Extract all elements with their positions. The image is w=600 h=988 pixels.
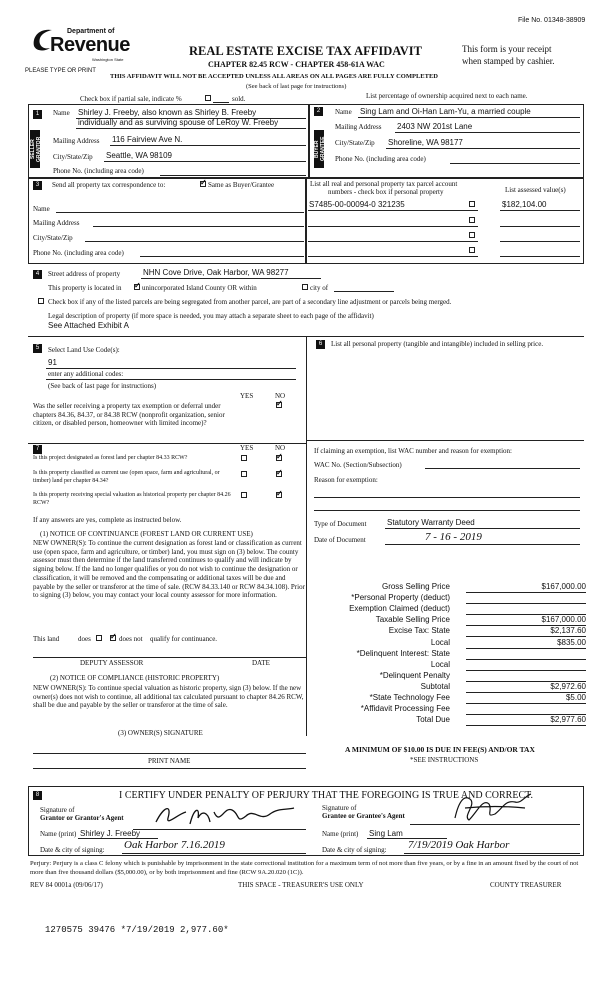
if-yes-note: If any answers are yes, complete as instructed below. — [33, 516, 182, 524]
grantee-date-label: Date & city of signing: — [322, 846, 387, 854]
parcels-header-2: numbers - check box if personal property — [328, 188, 444, 196]
see-back-note: (See back of last page for instructions) — [246, 83, 347, 90]
q2-yes-checkbox[interactable] — [241, 471, 247, 477]
forest-question-2: Is this property classified as current use (open space, farm and agricultural, or timber) land per chapter 84.34? — [33, 470, 220, 484]
owner-signature-label: (3) OWNER(S) SIGNATURE — [118, 729, 203, 737]
does-label: does — [78, 635, 91, 643]
tax-row-line — [466, 648, 586, 649]
exemption-reason-label: Reason for exemption: — [314, 476, 378, 484]
seller-side-label: SELLER GRANTOR — [30, 130, 40, 168]
buyer-name-label: Name — [335, 108, 352, 116]
tax-row-label: *Delinquent Interest: State — [356, 649, 450, 658]
partial-sale-label: Check box if partial sale, indicate % — [80, 95, 182, 103]
assessed-value-label: List assessed value(s) — [505, 186, 566, 194]
tax-row-label: Taxable Selling Price — [375, 615, 450, 624]
doc-type[interactable]: Statutory Warranty Deed — [387, 518, 475, 527]
check-mark-icon: ✓ — [276, 489, 283, 498]
receipt-note-1: This form is your receipt — [462, 44, 552, 54]
check-mark-icon: ✓ — [276, 468, 283, 477]
notice2-title: (2) NOTICE OF COMPLIANCE (HISTORIC PROPERTY) — [50, 674, 220, 682]
please-type: PLEASE TYPE OR PRINT — [25, 68, 96, 74]
print-name-label: PRINT NAME — [148, 757, 191, 765]
tax-row-label: *Personal Property (deduct) — [351, 593, 450, 602]
city-of-label: city of — [310, 284, 329, 292]
doc-type-label: Type of Document — [314, 520, 367, 528]
grantor-signature — [150, 800, 300, 830]
this-land-label: This land — [33, 635, 60, 643]
personal-property-label: List all personal property (tangible and intangible) included in selling price. — [331, 340, 544, 348]
tax-row-value[interactable]: $2,137.60 — [550, 626, 586, 635]
tax-row-line — [466, 659, 586, 660]
tax-row-value[interactable]: $2,977.60 — [550, 715, 586, 724]
tax-row-value[interactable]: $5.00 — [565, 693, 586, 702]
notice1-body: NEW OWNER(S): To continue the current designation as forest land or classification as current use (open space, farm and agriculture, or timber) land, you must sign on (3) below. The county assessor must then determine if the land transferred continues to qualify and will indicate by signing below. If the land no longer qualifies or you do not wish to continue the designation or classification, it will be removed and the compensating or additional taxes will be due and payable by the seller or transferor at the time of sale. (RCW 84.33.140 or RCW 84.34.108). Prior to signing (3) below, you may contact your local county assessor for more information. — [33, 539, 305, 600]
legal-desc-value[interactable]: See Attached Exhibit A — [48, 321, 129, 330]
buyer-mailing[interactable]: 2403 NW 201st Lane — [397, 122, 473, 131]
buyer-mailing-label: Mailing Address — [335, 123, 382, 131]
tax-row-label: *Affidavit Processing Fee — [360, 704, 450, 713]
qualify-label: qualify for continuance. — [150, 635, 218, 643]
seller-city[interactable]: Seattle, WA 98109 — [106, 151, 172, 160]
tax-row-label: Total Due — [416, 715, 450, 724]
correspondence-label: Send all property tax correspondence to: — [52, 181, 166, 189]
seller-name-label: Name — [53, 109, 70, 117]
seller-phone-label: Phone No. (including area code) — [53, 167, 144, 175]
tax-row-label: *State Technology Fee — [369, 693, 450, 702]
personal-property-checkbox-2[interactable] — [469, 217, 475, 223]
check-mark-icon: ✓ — [200, 178, 207, 187]
legal-desc-label: Legal description of property (if more space is needed, you may attach a separate sheet to each page of the affidavit) — [48, 312, 374, 320]
see-instructions-note: *SEE INSTRUCTIONS — [410, 756, 479, 764]
check-mark-icon: ✓ — [110, 632, 117, 641]
corr-city-label: City/State/Zip — [33, 234, 73, 242]
forest-question-1: Is this project designated as forest land per chapter 84.33 RCW? — [33, 455, 188, 461]
buyer-city[interactable]: Shoreline, WA 98177 — [388, 138, 463, 147]
perjury-notice: Perjury: Perjury is a class C felony which is punishable by imprisonment in the state correctional institution for a maximum term of not more than five years, or by a fine in an amount fixed by the court of not more than five thousand dollars ($5,000.00), or by both imprisonment and fine (RCW 9A.20.020 (1C)). — [30, 860, 579, 876]
unincorporated-label: unincorporated Island County OR within — [142, 284, 257, 292]
logo-state: Washington State — [92, 57, 124, 62]
segregated-label: Check box if any of the listed parcels are being segregated from another parcel, are part of a secondary line adjustment or parcels being merged. — [48, 298, 452, 306]
buyer-side-label: BUYER GRANTEE — [314, 130, 324, 168]
yes-header: YES — [240, 392, 254, 400]
seller-mailing[interactable]: 116 Fairview Ave N. — [112, 135, 183, 144]
notice1-title: (1) NOTICE OF CONTINUANCE (FOREST LAND OR CURRENT USE) — [40, 530, 253, 538]
form-revision: REV 84 0001a (09/06/17) — [30, 881, 103, 889]
grantor-date-city[interactable]: Oak Harbor 7.16.2019 — [124, 839, 225, 851]
land-use-see-back: (See back of last page for instructions) — [48, 382, 157, 390]
buyer-phone-label: Phone No. (including area code) — [335, 155, 426, 163]
doc-date-label: Date of Document — [314, 536, 366, 544]
tax-row-line — [466, 603, 586, 604]
deputy-assessor-label: DEPUTY ASSESSOR — [80, 659, 144, 667]
grantee-date-city[interactable]: 7/19/2019 Oak Harbor — [408, 839, 510, 851]
tax-row-label: Subtotal — [420, 682, 450, 691]
check-mark-icon: ✓ — [134, 281, 141, 290]
personal-property-checkbox-4[interactable] — [469, 247, 475, 253]
wac-label: WAC No. (Section/Subsection) — [314, 461, 402, 469]
seller-mailing-label: Mailing Address — [53, 137, 100, 145]
corr-mailing-label: Mailing Address — [33, 219, 80, 227]
tax-row-value[interactable]: $167,000.00 — [541, 582, 586, 591]
tax-row-label: Exemption Claimed (deduct) — [349, 604, 450, 613]
form-title: REAL ESTATE EXCISE TAX AFFIDAVIT — [189, 44, 422, 58]
additional-codes-label: enter any additional codes: — [48, 370, 124, 378]
seller-name[interactable]: Shirley J. Freeby, also known as Shirley B. Freeby — [78, 108, 257, 117]
exemption-claim-label: If claiming an exemption, list WAC number and reason for exemption: — [314, 447, 512, 455]
buyer-city-label: City/State/Zip — [335, 139, 375, 147]
personal-property-checkbox-3[interactable] — [469, 232, 475, 238]
land-use-label: Select Land Use Code(s): — [48, 346, 120, 354]
tax-row-value[interactable]: $835.00 — [557, 638, 586, 647]
personal-property-checkbox-1[interactable] — [469, 201, 475, 207]
grantee-sig-label-1: Signature of — [322, 804, 357, 812]
cashier-stamp: 1270575 39476 *7/19/2019 2,977.60* — [45, 925, 229, 935]
grantor-name-label: Name (print) — [40, 830, 77, 838]
grantor-date-label: Date & city of signing: — [40, 846, 105, 854]
tax-row-line — [466, 592, 586, 593]
tax-row-line — [466, 636, 586, 637]
tax-row-label: Local — [430, 660, 450, 669]
forest-question-3: Is this property receiving special valuation as historical property per chapter 84.26 RCW? — [33, 492, 231, 506]
land-use-code[interactable]: 91 — [48, 358, 57, 367]
grantor-sig-label-1: Signature of — [40, 806, 75, 814]
partial-sale-checkbox[interactable] — [205, 95, 211, 101]
form-chapter: CHAPTER 82.45 RCW - CHAPTER 458-61A WAC — [208, 60, 385, 69]
city-of-checkbox[interactable] — [302, 284, 308, 290]
seller-name-2[interactable]: individually and as surviving spouse of LeRoy W. Freeby — [78, 118, 279, 127]
tax-row-value[interactable]: $2,972.60 — [550, 682, 586, 691]
corr-phone-label: Phone No. (including area code) — [33, 249, 124, 257]
tax-row-label: Excise Tax: State — [388, 626, 450, 635]
receipt-note-2: when stamped by cashier. — [462, 56, 555, 66]
certify-statement: I CERTIFY UNDER PENALTY OF PERJURY THAT THE FOREGOING IS TRUE AND CORRECT. — [119, 790, 533, 801]
street-address[interactable]: NHN Cove Drive, Oak Harbor, WA 98277 — [143, 268, 289, 277]
no-header: NO — [275, 392, 286, 400]
grantor-sig-label-2: Grantor or Grantor's Agent — [40, 814, 124, 822]
located-label: This property is located in — [48, 284, 122, 292]
buyer-name[interactable]: Sing Lam and Oi-Han Lam-Yu, a married couple — [360, 107, 531, 116]
ownership-note: List percentage of ownership acquired next to each name. — [366, 92, 528, 100]
deputy-date-label: DATE — [252, 659, 270, 667]
treasurer-use-label: THIS SPACE - TREASURER'S USE ONLY — [238, 881, 364, 889]
parcels-header-1: List all real and personal property tax parcel account — [310, 180, 458, 188]
assessed-value-1[interactable]: $182,104.00 — [502, 200, 547, 209]
street-label: Street address of property — [48, 270, 121, 278]
check-mark-icon: ✓ — [276, 452, 283, 461]
tax-row-label: Gross Selling Price — [381, 582, 450, 591]
tax-row-label: *Delinquent Penalty — [379, 671, 450, 680]
notice2-body: NEW OWNER(S): To continue special valuation as historic property, sign (3) below. If the new owner(s) does not wish to continue, all additional tax calculated pursuant to chapter 84.26 RCW, shall be due and payable by the seller or transferor at the time of sale. — [33, 684, 304, 710]
tax-row-line — [466, 703, 586, 704]
file-number: File No. 01348-38909 — [518, 17, 586, 24]
q3-yes-checkbox[interactable] — [241, 492, 247, 498]
segregated-checkbox[interactable] — [38, 298, 44, 304]
seller-city-label: City/State/Zip — [53, 153, 93, 161]
does-checkbox[interactable] — [96, 635, 102, 641]
tax-row-value[interactable]: $167,000.00 — [541, 615, 586, 624]
doc-date[interactable]: 7 - 16 - 2019 — [425, 531, 482, 543]
sold-label: sold. — [232, 95, 246, 103]
same-as-buyer-label: Same as Buyer/Grantee — [208, 181, 275, 189]
warning-text: THIS AFFIDAVIT WILL NOT BE ACCEPTED UNLESS ALL AREAS ON ALL PAGES ARE FULLY COMPLETED — [110, 73, 438, 80]
logo-line1: Department of — [67, 28, 115, 35]
grantee-signature — [445, 790, 535, 826]
tax-row-line — [466, 725, 586, 726]
logo-word: Revenue — [50, 34, 130, 56]
grantor-name[interactable]: Shirley J. Freeby — [80, 829, 141, 838]
minimum-due-note: A MINIMUM OF $10.00 IS DUE IN FEE(S) AND/OR TAX — [345, 745, 535, 754]
grantee-name[interactable]: Sing Lam — [369, 829, 403, 838]
tax-row-line — [466, 670, 586, 671]
forest-no-header: NO — [275, 444, 286, 452]
parcel-number-1[interactable]: S7485-00-00094-0 321235 — [309, 200, 405, 209]
grantee-name-label: Name (print) — [322, 830, 359, 838]
corr-name-label: Name — [33, 205, 50, 213]
does-not-label: does not — [119, 635, 143, 643]
exemption-question: Was the seller receiving a property tax exemption or deferral under chapters 84.36, 84.37, or 84.38 RCW (nonprofit organization, senior citizen, or disabled person, homeowner with limited income)? — [33, 402, 225, 427]
q1-yes-checkbox[interactable] — [241, 455, 247, 461]
county-treasurer-label: COUNTY TREASURER — [490, 881, 562, 889]
tax-row-label: Local — [430, 638, 450, 647]
grantee-sig-label-2: Grantee or Grantee's Agent — [322, 812, 405, 820]
forest-yes-header: YES — [240, 444, 254, 452]
check-mark-icon: ✓ — [276, 399, 283, 408]
